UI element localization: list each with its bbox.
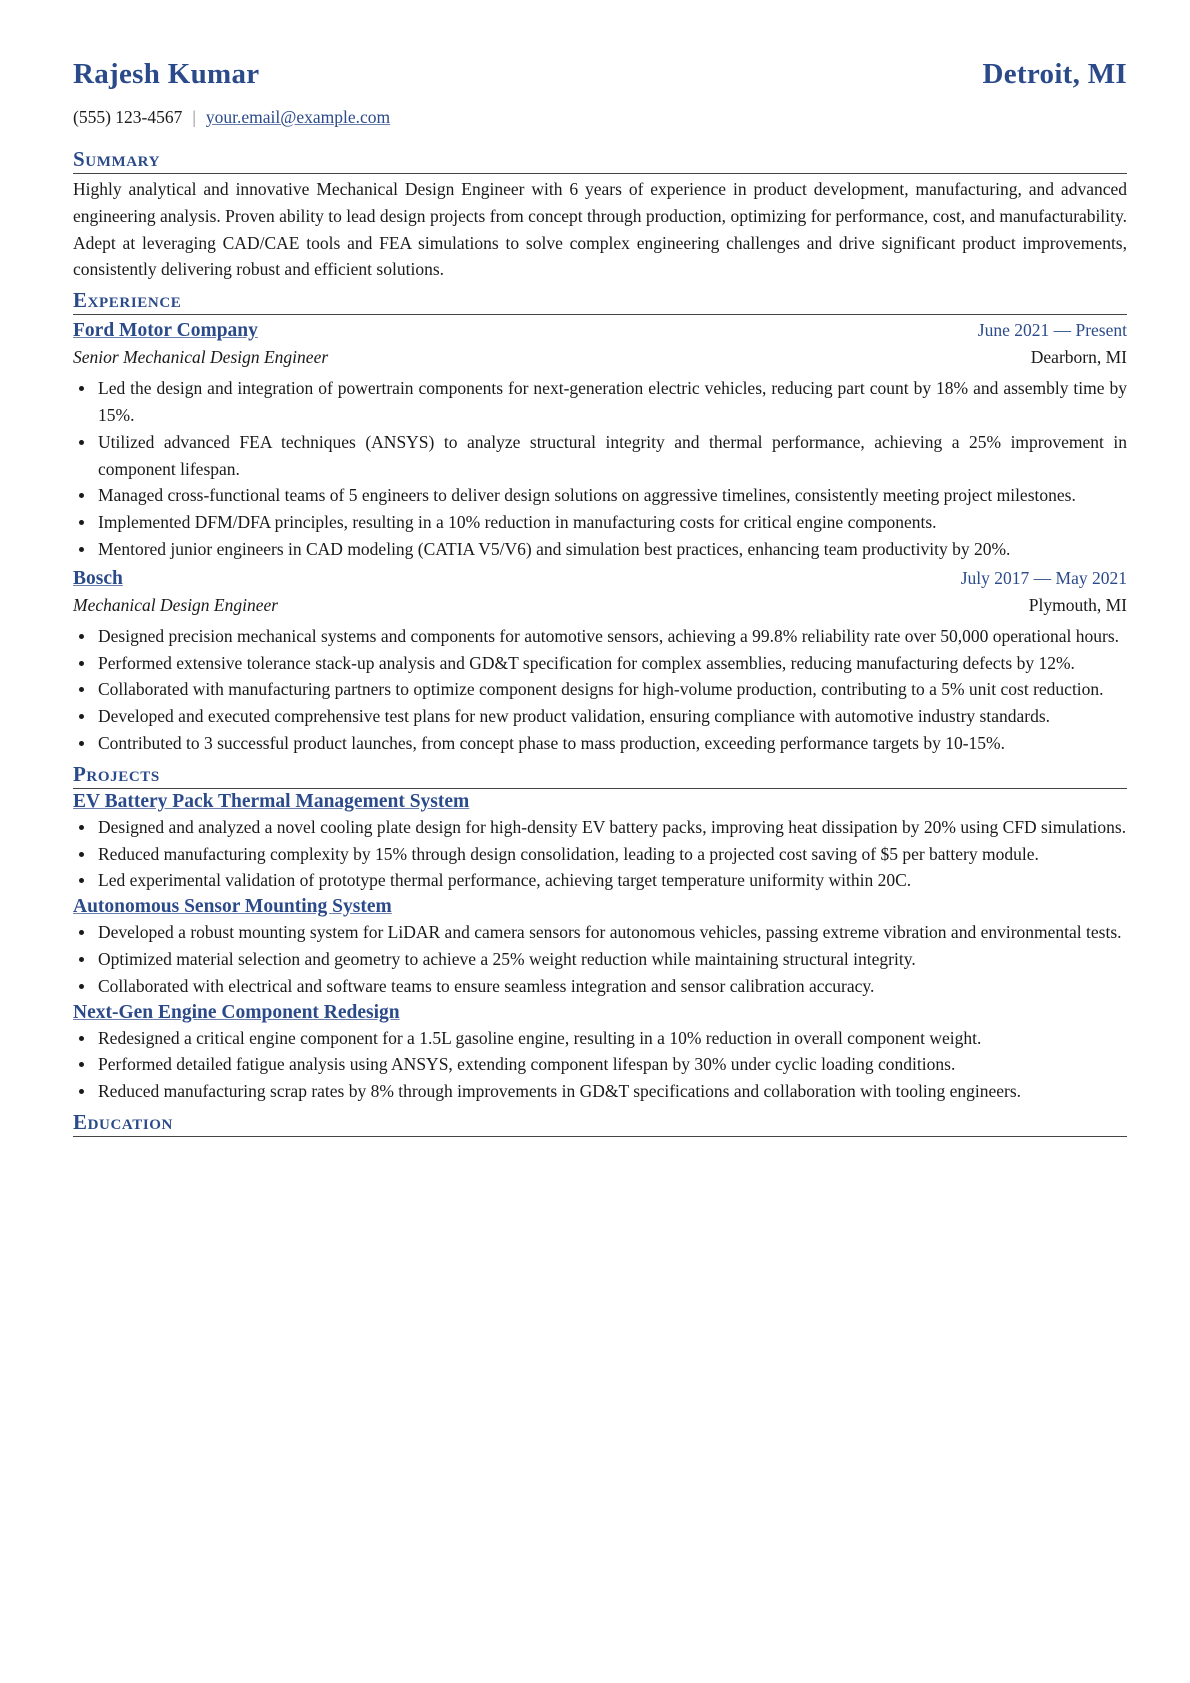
bullet-item: Reduced manufacturing scrap rates by 8% through improvements in GD&T specifications and collaboration with tooling engineers. <box>98 1078 1127 1105</box>
project-title-link[interactable]: Next-Gen Engine Component Redesign <box>73 1001 400 1023</box>
bullet-item: Collaborated with electrical and software teams to ensure seamless integration and sensor calibration accuracy. <box>98 973 1127 1000</box>
project-title-link[interactable]: EV Battery Pack Thermal Management System <box>73 790 470 812</box>
contact-separator: | <box>192 107 196 127</box>
bullet-item: Developed a robust mounting system for LiDAR and camera sensors for autonomous vehicles, passing extreme vibration and environmental tests. <box>98 919 1127 946</box>
candidate-location: Detroit, MI <box>982 58 1127 90</box>
candidate-name: Rajesh Kumar <box>73 58 260 90</box>
resume-header <box>73 58 1127 106</box>
phone-number: (555) 123-4567 <box>73 107 183 127</box>
bullet-item: Optimized material selection and geometry to achieve a 25% weight reduction while maintaining structural integrity. <box>98 946 1127 973</box>
project-title-link[interactable]: Autonomous Sensor Mounting System <box>73 896 392 918</box>
job-header <box>73 317 1127 344</box>
job-role: Mechanical Design Engineer <box>73 594 279 615</box>
bullet-item: Mentored junior engineers in CAD modeling (CATIA V5/V6) and simulation best practices, enhancing team productivity by 20%. <box>98 536 1127 563</box>
bullet-item: Performed extensive tolerance stack-up analysis and GD&T specification for complex assemblies, reducing manufacturing defects by 12%. <box>98 650 1127 677</box>
company-link[interactable]: Ford Motor Company <box>73 320 258 342</box>
email-link[interactable]: your.email@example.com <box>205 107 391 127</box>
job-subheader <box>73 344 1127 371</box>
bullet-item: Designed precision mechanical systems and components for automotive sensors, achieving a 99.8% reliability rate over 50,000 operational hours. <box>98 623 1127 650</box>
section-title-education: Education <box>73 1110 1127 1137</box>
project-bullets <box>73 1025 1127 1105</box>
resume-page <box>73 58 1127 1137</box>
job-bullets <box>73 375 1127 563</box>
job-dates: July 2017 — May 2021 <box>960 567 1127 588</box>
job-location: Dearborn, MI <box>1030 347 1127 368</box>
bullet-item: Implemented DFM/DFA principles, resulting in a 10% reduction in manufacturing costs for critical engine components. <box>98 509 1127 536</box>
job-subheader <box>73 592 1127 619</box>
job-role: Senior Mechanical Design Engineer <box>73 347 329 368</box>
bullet-item: Led the design and integration of powertrain components for next-generation electric vehicles, reducing part count by 18% and assembly time by 15%. <box>98 375 1127 429</box>
bullet-item: Designed and analyzed a novel cooling plate design for high-density EV battery packs, improving heat dissipation by 20% using CFD simulations. <box>98 814 1127 841</box>
project-entry <box>73 789 1127 894</box>
job-header <box>73 565 1127 592</box>
bullet-item: Collaborated with manufacturing partners to optimize component designs for high-volume production, contributing to a 5% unit cost reduction. <box>98 676 1127 703</box>
job-bullets <box>73 623 1127 757</box>
project-bullets <box>73 919 1127 999</box>
job-entry <box>73 565 1127 757</box>
job-entry <box>73 317 1127 563</box>
section-title-summary: Summary <box>73 147 1127 174</box>
bullet-item: Performed detailed fatigue analysis using ANSYS, extending component lifespan by 30% under cyclic loading conditions. <box>98 1051 1127 1078</box>
education-section <box>73 1110 1127 1137</box>
job-dates: June 2021 — Present <box>977 320 1127 341</box>
project-bullets <box>73 814 1127 894</box>
job-location: Plymouth, MI <box>1028 594 1127 615</box>
bullet-item: Managed cross-functional teams of 5 engineers to deliver design solutions on aggressive timelines, consistently meeting project milestones. <box>98 482 1127 509</box>
project-entry <box>73 1000 1127 1105</box>
company-link[interactable]: Bosch <box>73 567 123 589</box>
section-title-projects: Projects <box>73 762 1127 789</box>
contact-line <box>73 107 1127 137</box>
section-title-experience: Experience <box>73 288 1127 315</box>
bullet-item: Reduced manufacturing complexity by 15% through design consolidation, leading to a projected cost saving of $5 per battery module. <box>98 841 1127 868</box>
summary-text: Highly analytical and innovative Mechanical Design Engineer with 6 years of experience in product development, manufacturing, and advanced engineering analysis. Proven ability to lead design projects from concept through production, optimizing for performance, cost, and manufacturability. Adept at leveraging CAD/CAE tools and FEA simulations to solve complex engineering challenges and drive significant product improvements, consistently delivering robust and efficient solutions. <box>73 179 1127 280</box>
bullet-item: Led experimental validation of prototype thermal performance, achieving target temperature uniformity within 20C. <box>98 867 1127 894</box>
experience-section <box>73 288 1127 757</box>
bullet-item: Contributed to 3 successful product launches, from concept phase to mass production, exceeding performance targets by 10-15%. <box>98 730 1127 757</box>
bullet-item: Redesigned a critical engine component for a 1.5L gasoline engine, resulting in a 10% reduction in overall component weight. <box>98 1025 1127 1052</box>
bullet-item: Developed and executed comprehensive test plans for new product validation, ensuring compliance with automotive industry standards. <box>98 703 1127 730</box>
project-entry <box>73 894 1127 999</box>
projects-section <box>73 762 1127 1105</box>
summary-section <box>73 147 1127 283</box>
bullet-item: Utilized advanced FEA techniques (ANSYS) to analyze structural integrity and thermal performance, achieving a 25% improvement in component lifespan. <box>98 429 1127 483</box>
